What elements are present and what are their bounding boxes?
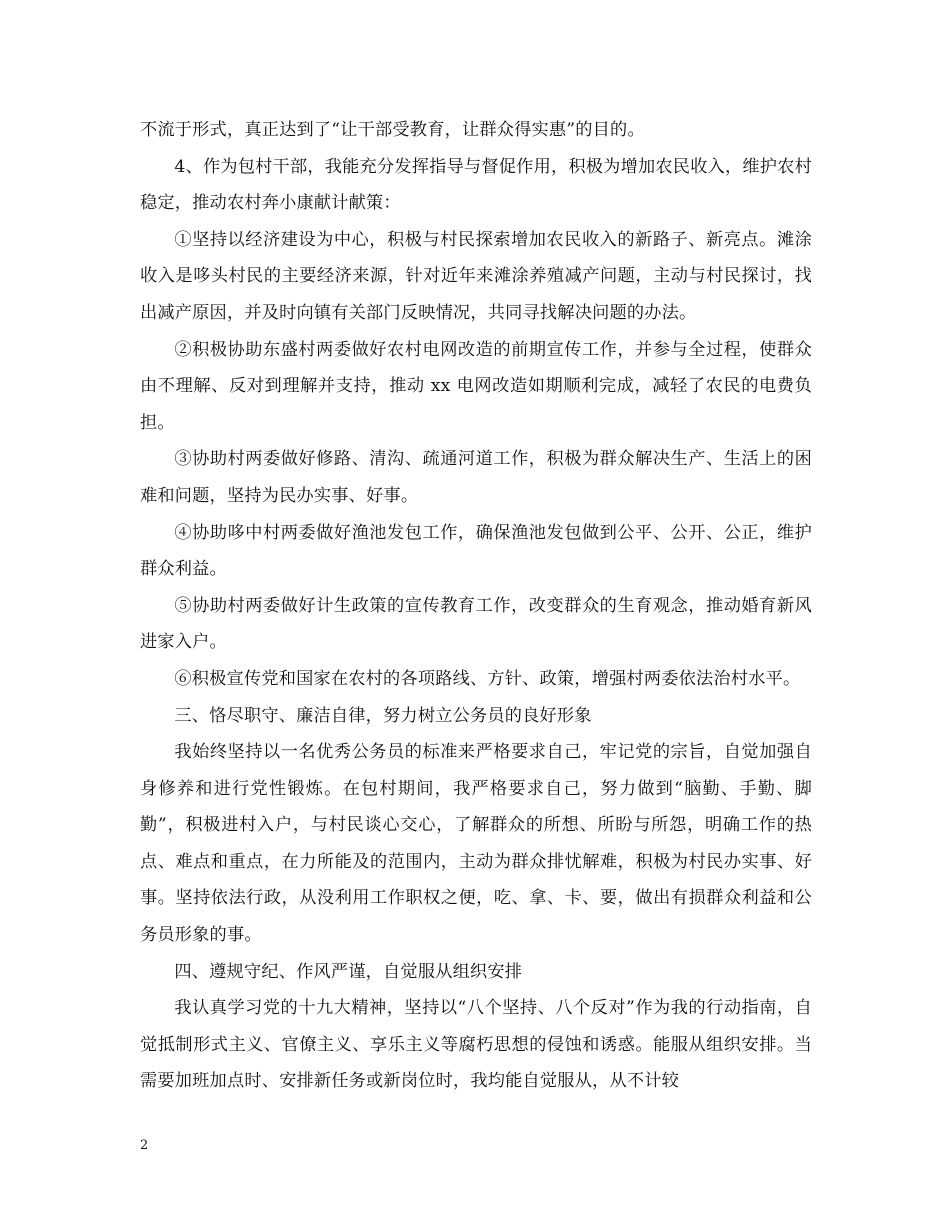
document-body xyxy=(140,112,812,1100)
section-heading-3: 三、恪尽职守、廉洁自律，努力树立公务员的良好形象 xyxy=(174,705,592,726)
paragraph-item-4: 4、作为包村干部，我能充分发挥指导与督促作用，积极为增加农民收入，维护农村稳定，推动农村奔小康献计献策： xyxy=(140,156,812,214)
paragraph-point-5: ⑤协助村两委做好计生政策的宣传教育工作，改变群众的生育观念，推动婚育新风进家入户。 xyxy=(140,595,812,653)
paragraph-point-2: ②积极协助东盛村两委做好农村电网改造的前期宣传工作，并参与全过程，使群众由不理解、反对到理解并支持，推动 xx 电网改造如期顺利完成，减轻了农民的电费负担。 xyxy=(140,339,812,433)
paragraph-point-1: ①坚持以经济建设为中心，积极与村民探索增加农民收入的新路子、新亮点。滩涂收入是哆头村民的主要经济来源，针对近年来滩涂养殖减产问题，主动与村民探讨，找出减产原因，并及时向镇有关部门反映情况，共同寻找解决问题的办法。 xyxy=(140,229,812,323)
paragraph-point-3: ③协助村两委做好修路、清沟、疏通河道工作，积极为群众解决生产、生活上的困难和问题，坚持为民办实事、好事。 xyxy=(140,449,812,506)
paragraph-section-3-body: 我始终坚持以一名优秀公务员的标准来严格要求自己，牢记党的宗旨，自觉加强自身修养和进行党性锻炼。在包村期间，我严格要求自己，努力做到“脑勤、手勤、脚勤”，积极进村入户，与村民谈心交心，了解群众的所想、所盼与所怨，明确工作的热点、难点和重点，在力所能及的范围内，主动为群众排忧解难，积极为村民办实事、好事。坚持依法行政，从没利用工作职权之便，吃、拿、卡、要，做出有损群众利益和公务员形象的事。 xyxy=(140,742,812,946)
section-heading-4: 四、遵规守纪、作风严谨，自觉服从组织安排 xyxy=(174,961,523,982)
paragraph-section-4-body: 我认真学习党的十九大精神，坚持以“八个坚持、八个反对”作为我的行动指南，自觉抵制形式主义、官僚主义、享乐主义等腐朽思想的侵蚀和诱惑。能服从组织安排。当需要加班加点时、安排新任务或新岗位时，我均能自觉服从，从不计较 xyxy=(140,998,812,1092)
page-number: 2 xyxy=(140,1138,149,1153)
paragraph-point-4: ④协助哆中村两委做好渔池发包工作，确保渔池发包做到公平、公开、公正，维护群众利益。 xyxy=(140,522,812,580)
paragraph-point-6: ⑥积极宣传党和国家在农村的各项路线、方针、政策，增强村两委依法治村水平。 xyxy=(174,668,801,689)
paragraph-continuation: 不流于形式，真正达到了“让干部受教育，让群众得实惠”的目的。 xyxy=(140,120,645,140)
